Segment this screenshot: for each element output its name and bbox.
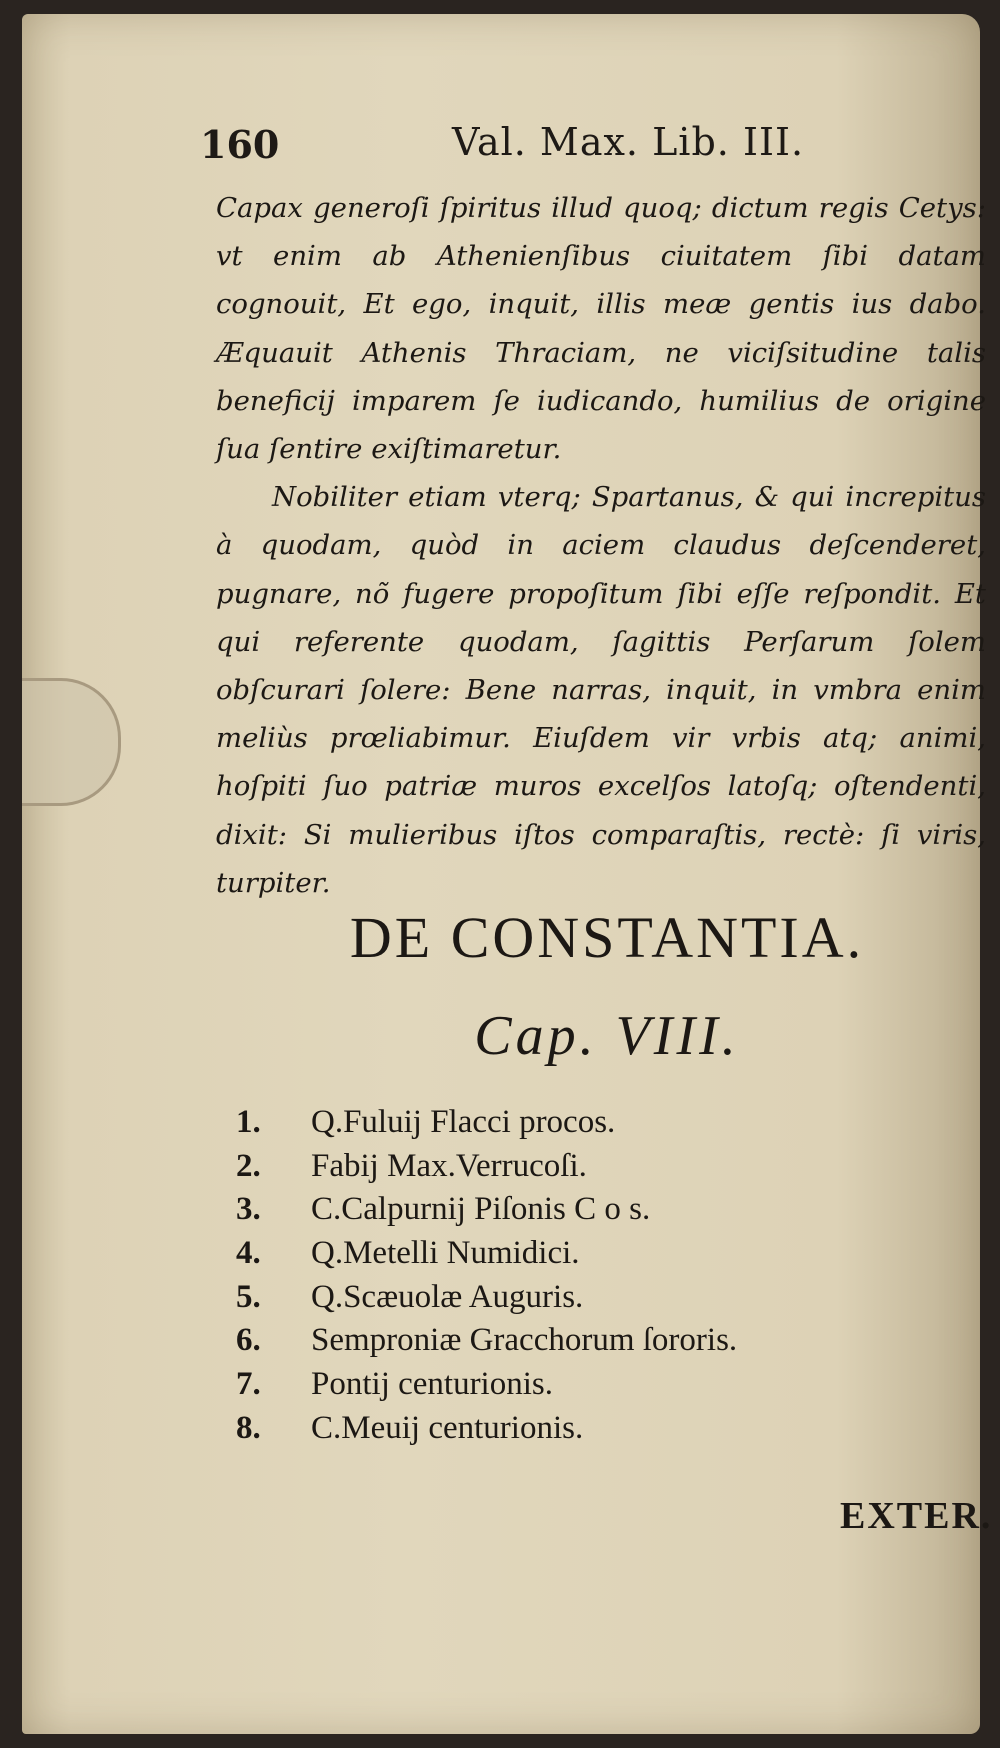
list-item-number: 6. <box>236 1322 261 1359</box>
body-text <box>216 184 986 907</box>
list-item <box>236 1148 936 1192</box>
list-item <box>236 1322 936 1366</box>
list-item-entry: C.Calpurnij Piſonis C o s. <box>311 1191 651 1228</box>
list-item <box>236 1191 936 1235</box>
chapter-contents-list <box>236 1104 936 1454</box>
list-item <box>236 1235 936 1279</box>
list-item-number: 4. <box>236 1235 261 1272</box>
list-item-number: 2. <box>236 1147 261 1184</box>
list-item-number: 5. <box>236 1278 261 1315</box>
paragraph-spartanus: Nobiliter etiam vterq; Spartanus, & qui increpitus à quodam, quòd in aciem claudus deſcenderet, pugnare, nõ fugere propoſitum ſibi eſſe reſpondit. Et qui referente quodam, ſagittis Perſarum ſolem obſcurari ſolere: Bene narras, inquit, in vmbra enim meliùs prœliabimur. Eiuſdem vir vrbis atq; animi, hoſpiti ſuo patriæ muros excelſos latoſq; oſtendenti, dixit: Si mulieribus iſtos comparaſtis, rectè: ſi viris, turpiter. <box>216 481 986 899</box>
page-number: 160 <box>200 122 280 167</box>
list-item-entry: Q.Fuluij Flacci procos. <box>311 1104 616 1140</box>
list-item-entry: Q.Metelli Numidici. <box>311 1235 580 1272</box>
paragraph-cetys: Capax generoſi ſpiritus illud quoq; dictum regis Cetys: vt enim ab Athenienſibus ciuitatem ſibi datam cognouit, Et ego, inquit, illis meæ gentis ius dabo. Æquauit Athenis Thraciam, ne viciſsitudine talis beneficij imparem ſe iudicando, humilius de origine ſua ſentire exiſtimaretur. <box>216 192 986 466</box>
list-item-entry: Semproniæ Gracchorum ſororis. <box>311 1322 738 1359</box>
chapter-title: DE CONSTANTIA. <box>349 905 865 970</box>
list-item <box>236 1410 936 1454</box>
list-item-number: 8. <box>236 1409 261 1446</box>
list-item-number: 3. <box>236 1191 261 1228</box>
book-page <box>22 14 993 1734</box>
list-item <box>236 1279 936 1323</box>
page-header <box>22 114 980 167</box>
list-item-entry: C.Meuij centurionis. <box>311 1409 584 1446</box>
running-head: Val. Max. Lib. III. <box>452 120 805 164</box>
list-item-number: 7. <box>236 1366 261 1403</box>
list-item-entry: Q.Scæuolæ Auguris. <box>311 1278 584 1315</box>
book-clasp <box>22 678 121 806</box>
list-item <box>236 1366 936 1410</box>
list-item <box>236 1104 936 1148</box>
list-item-entry: Fabij Max.Verrucoſi. <box>311 1147 587 1184</box>
chapter-number: Cap. VIII. <box>474 1005 740 1067</box>
list-item-entry: Pontij centurionis. <box>311 1366 553 1403</box>
list-item-number: 1. <box>236 1104 261 1140</box>
catchword: EXTER. <box>840 1495 993 1537</box>
